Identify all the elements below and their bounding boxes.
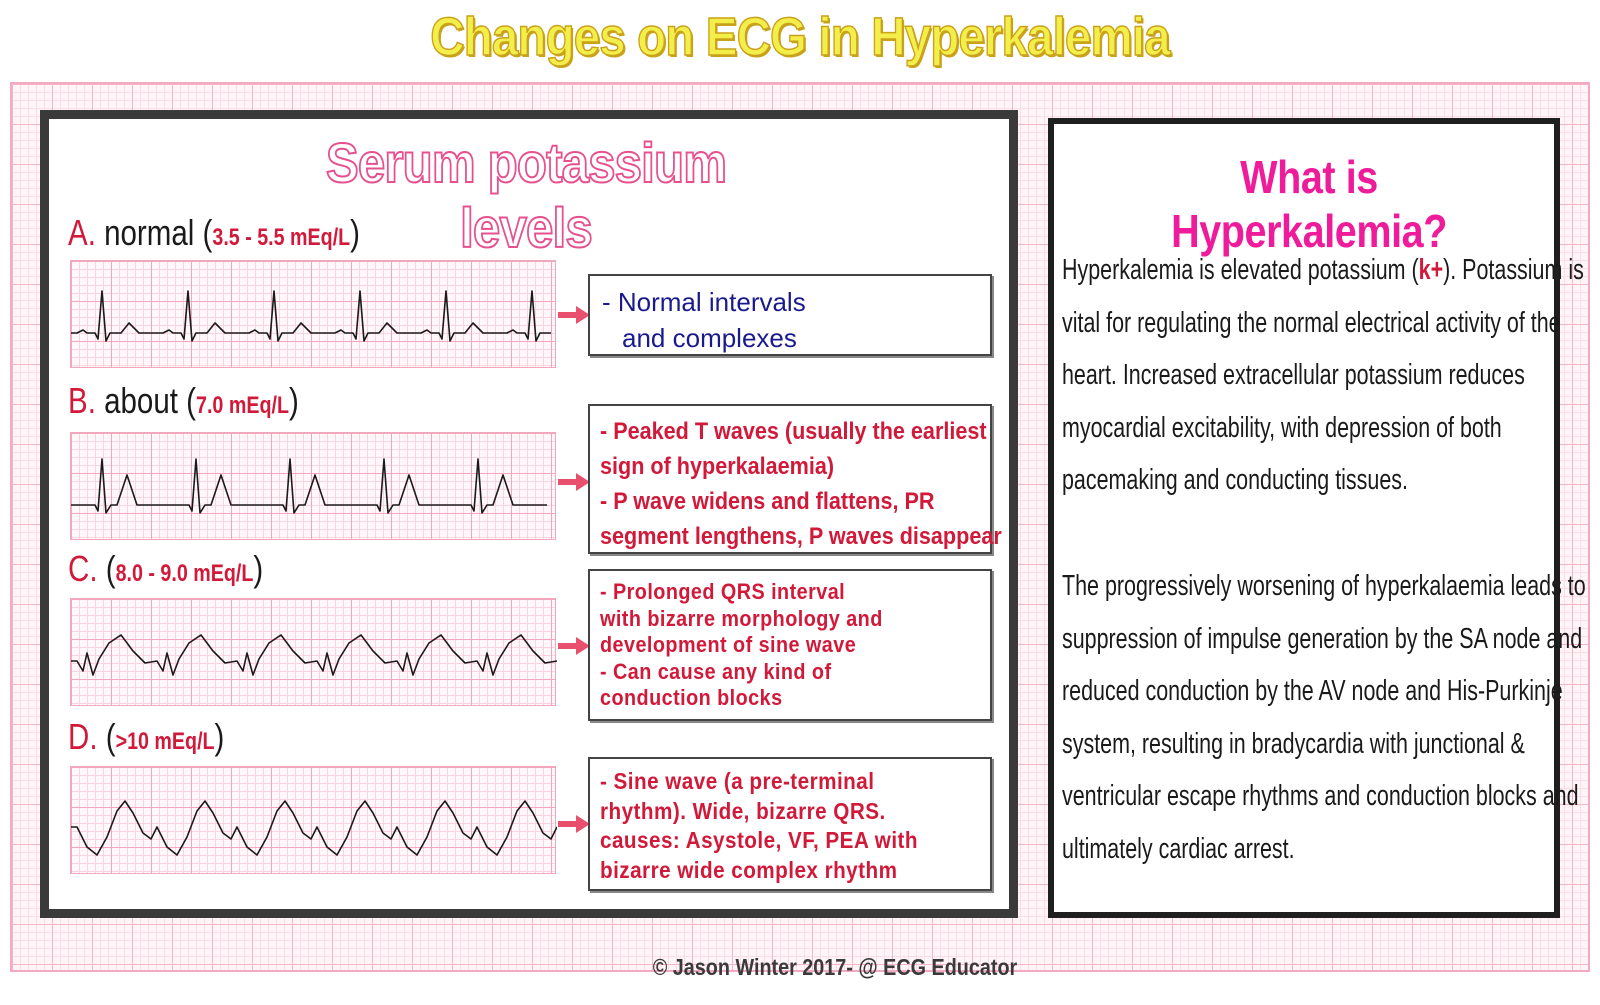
description-line: sign of hyperkalaemia) (600, 453, 835, 480)
definition-line (1062, 244, 1584, 297)
progression-line: reduced conduction by the AV node and His-Purkinje (1062, 675, 1563, 707)
description-line: rhythm). Wide, bizarre QRS. (600, 797, 886, 824)
definition-line: myocardial excitability, with depression of both (1062, 411, 1502, 444)
description-line: - P wave widens and flattens, PR (600, 488, 935, 515)
progression-line: ventricular escape rhythms and conduction blocks and (1062, 780, 1579, 812)
definition-paragraph (1062, 244, 1582, 507)
level-range: 8.0 - 9.0 mEq/L (115, 560, 254, 587)
description-line: causes: Asystole, VF, PEA with (600, 827, 918, 853)
description-line: conduction blocks (600, 685, 783, 710)
level-name (98, 548, 106, 589)
arrow-right-icon (558, 472, 590, 492)
ecg-trace-peaked-t (71, 433, 557, 541)
progression-paragraph (1062, 560, 1586, 875)
ecg-strip-prolonged-qrs (70, 598, 556, 706)
level-range: 7.0 mEq/L (196, 392, 289, 419)
level-name: about (95, 380, 187, 421)
arrow-right-icon (558, 814, 590, 834)
description-prolonged-qrs (588, 569, 992, 721)
description-line: - Can cause any kind of (600, 658, 832, 684)
progression-line: ultimately cardiac arrest. (1062, 832, 1295, 865)
ecg-trace-line (71, 635, 557, 675)
ecg-trace-sine-wave (71, 767, 557, 875)
level-letter: B. (68, 380, 96, 421)
copyright-footer: © Jason Winter 2017- @ ECG Educator (652, 954, 1018, 980)
level-range: >10 mEq/L (115, 728, 215, 755)
ecg-strip-peaked-t (70, 432, 556, 540)
level-letter: C. (68, 548, 98, 589)
definition-line: heart. Increased extracellular potassium reduces (1062, 359, 1525, 391)
description-normal (588, 274, 992, 356)
description-line: segment lengthens, P waves disappear (600, 523, 1002, 550)
description-line: with bizarre morphology and (600, 605, 883, 631)
level-name (98, 716, 106, 757)
definition-line: vital for regulating the normal electrical activity of the (1062, 306, 1561, 339)
ecg-trace-prolonged-qrs (71, 599, 557, 707)
definition-text: ). Potassium is (1443, 254, 1584, 286)
definition-text: Hyperkalemia is elevated potassium ( (1062, 254, 1419, 286)
level-d-label: D. (>10 mEq/L) (68, 716, 225, 757)
description-line: bizarre wide complex rhythm (600, 856, 898, 883)
description-sine-wave (588, 757, 992, 891)
progression-line: suppression of impulse generation by the SA node and (1062, 622, 1583, 655)
level-a-label: A. normal (3.5 - 5.5 mEq/L) (68, 212, 361, 253)
serum-potassium-heading: Serum potassium levels (325, 131, 727, 259)
level-b-label: B. about (7.0 mEq/L) (68, 380, 299, 421)
ecg-trace-normal (71, 261, 557, 369)
ecg-trace-line (71, 801, 557, 855)
definition-line: pacemaking and conducting tissues. (1062, 464, 1408, 496)
description-line: development of sine wave (600, 632, 857, 657)
progression-line: system, resulting in bradycardia with junctional & (1062, 727, 1525, 760)
arrow-right-icon (558, 305, 590, 325)
level-name: normal (95, 212, 203, 253)
what-is-hyperkalemia-heading: What is Hyperkalemia? (1171, 151, 1447, 257)
level-range: 3.5 - 5.5 mEq/L (212, 224, 351, 251)
ecg-strip-sine-wave (70, 766, 556, 874)
potassium-symbol: k+ (1418, 254, 1444, 286)
ecg-trace-line (71, 291, 551, 341)
ecg-trace-line (71, 459, 547, 513)
ecg-strip-normal (70, 260, 556, 368)
description-line: and complexes (622, 323, 797, 353)
arrow-right-icon (558, 636, 590, 656)
description-line: - Prolonged QRS interval (600, 579, 846, 604)
description-peaked-t (588, 404, 1002, 554)
level-letter: D. (68, 716, 98, 757)
main-title: Changes on ECG in Hyperkalemia (430, 7, 1170, 67)
level-c-label: C. (8.0 - 9.0 mEq/L) (68, 548, 264, 589)
progression-line: The progressively worsening of hyperkalaemia leads to (1062, 570, 1586, 602)
description-line: - Sine wave (a pre-terminal (600, 768, 875, 794)
description-line: - Normal intervals (602, 287, 806, 317)
description-line: - Peaked T waves (usually the earliest (600, 418, 987, 445)
level-letter: A. (68, 212, 96, 253)
